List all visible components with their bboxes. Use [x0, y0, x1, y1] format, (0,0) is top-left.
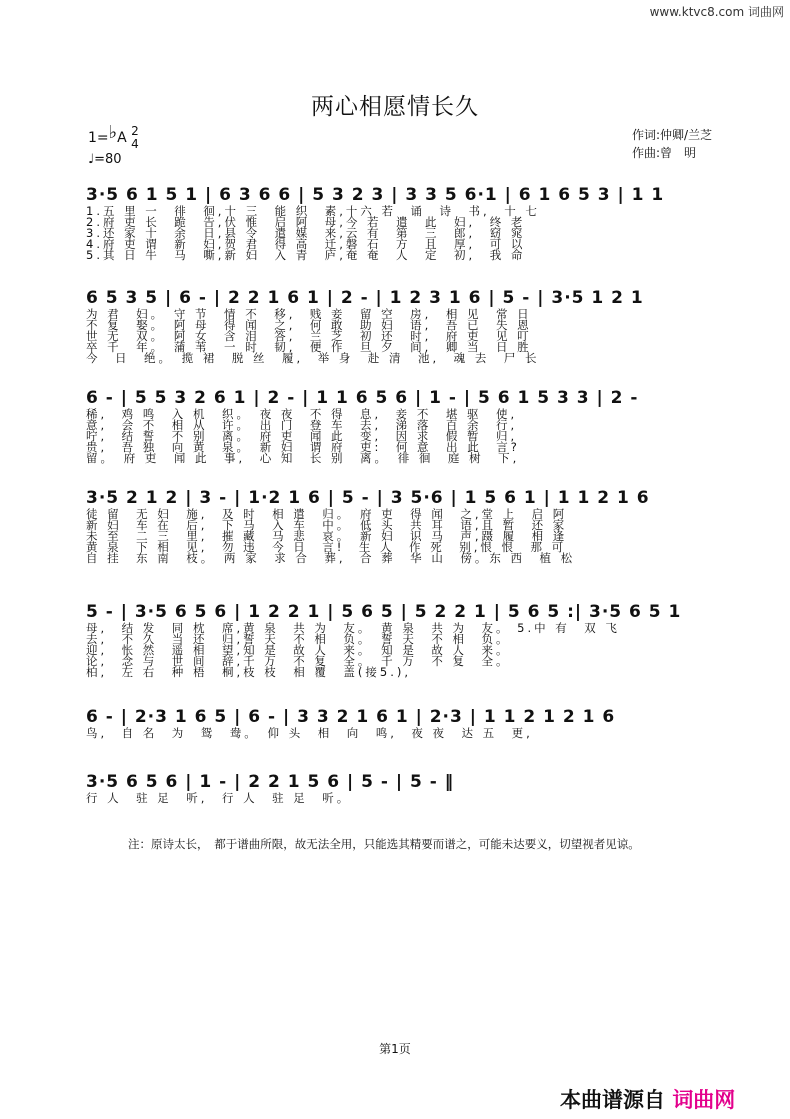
source-brand[interactable]: 词曲网: [672, 1088, 736, 1112]
lyric-verse-5: 留。 府 吏 闻 此 事, 心 知 长 别 离。 徘 徊 庭 树 下,: [86, 451, 520, 465]
composer: 作曲:曾 明: [632, 146, 697, 160]
lyric-verse-2: 不 复 娶。 阿 母 得 闻 之, 何 敢 助 妇 语, 吾 已 失 恩: [86, 318, 532, 332]
notation-line: 6 - | 5 5 3 2 6 1 | 2 - | 1 1 6 5 6 | 1 - | 5 6 1 5 3 3 | 2 -: [86, 388, 639, 408]
tempo-mark: ♩=80: [88, 152, 122, 167]
lyric-verse-2: 2.府 吏 长 跪 告,伏 惟 启 阿 母,今 若 遣 此 妇, 终 老: [86, 215, 526, 229]
score-row-2: [86, 278, 726, 364]
lyric-verse-5: 今 日 绝。 揽 裙 脱 丝 履, 举 身 赴 清 池, 魂 去 尸 长: [86, 351, 540, 365]
notation-line: 6 5 3 5 | 6 - | 2 2 1 6 1 | 2 - | 1 2 3 1 6 | 5 - | 3·5 1 2 1: [86, 288, 644, 308]
song-title: 两心相愿情长久: [311, 94, 479, 120]
meter-top: 2: [131, 124, 139, 138]
lyric-verse-3: 迎, 怅 然 遥 相 望,知 是 故 人 来。 知 是 故 人 来。: [86, 643, 511, 657]
score-row-1: [86, 175, 726, 261]
lyric-verse-4: 论, 念 与 世 间 辞,千 万 不 复 全。 千 万 不 复 全。: [86, 654, 511, 668]
source-credit: [560, 1084, 735, 1114]
lyric-verse-2: 去, 不 久 当 还 归,誓 天 不 相 负。 誓 天 不 相 负。: [86, 632, 511, 646]
notation-line: 6 - | 2·3 1 6 5 | 6 - | 3 3 2 1 6 1 | 2·3 | 1 1 2 1 2 1 6: [86, 707, 616, 727]
lyric-verse-3: 未 至 二 三 里, 摧 藏 马 悲 哀。 新 妇 识 马 声,蹑 履 相 逢: [86, 529, 568, 543]
key-note: A: [117, 130, 127, 146]
lyric-verse-5: 5.其 日 牛 马 嘶,新 妇 入 青 庐,奄 奄 人 定 初, 我 命: [86, 248, 526, 262]
lyric-verse-5: 柏, 左 右 种 梧 桐,枝 枝 相 覆 盖(接5.),: [86, 665, 412, 679]
footnote: 注：原诗太长， 都于谱曲所限，故无法全用，只能选其精要而谱之，可能未达要义，切望视者见谅。: [128, 837, 640, 851]
lyric-verse-5: 自 挂 东 南 枝。 两 家 求 合 葬, 合 葬 华 山 傍。东 西 植 松: [86, 551, 576, 565]
lyric-verse-1: 母, 结 发 同 枕 席,黄 泉 共 为 友。 黄 泉 共 为 友。 5.中 有 双 飞: [86, 621, 620, 635]
notation-line: 3·5 6 5 6 | 1 - | 2 2 1 5 6 | 5 - | 5 - ‖: [86, 772, 455, 792]
meter-bottom: 4: [131, 137, 139, 151]
lyric-verse-4: 黄 泉 下 相 见, 勿 违 今 日 言! 生 人 作 死 别,恨 恨 那 可: [86, 540, 567, 554]
score-row-5: [86, 592, 726, 678]
lyric-verse-1: 为 君 妇。 守 节 情 不 移, 贱 妾 留 空 房, 相 见 常 日: [86, 307, 532, 321]
score-row-4: [86, 478, 726, 564]
lyric-verse-5: 行 人 驻 足 听, 行 人 驻 足 听。: [86, 791, 352, 805]
lyric-verse-1: 徒 留 无 妇 施, 及 时 相 遣 归。 府 吏 得 闻 之,堂 上 启 阿: [86, 507, 568, 521]
lyric-verse-4: 贵, 吾 独 向 黄 泉。 新 妇 谓 府 吏: 何 意 出 此 言?: [86, 440, 520, 454]
lyricist: 作词:仲卿/兰芝: [632, 128, 713, 142]
site-url[interactable]: www.ktvc8.com 词曲网: [649, 5, 784, 19]
lyric-verse-3: 3.还 家 十 余 日,县 令 遣 媒 来,云 有 第 三 郎, 窈 窕: [86, 226, 526, 240]
notation-line: 3·5 6 1 5 1 | 6 3 6 6 | 5 3 2 3 | 3 3 5 6·1 | 6 1 6 5 3 | 1 1: [86, 185, 665, 205]
source-label: 本曲谱源自: [560, 1088, 665, 1112]
lyric-verse-5: 鸟, 自 名 为 鸳 鸯。 仰 头 相 向 鸣, 夜 夜 达 五 更,: [86, 726, 533, 740]
score-row-6: [86, 697, 726, 739]
lyric-verse-2: 新 妇 车 在 后, 下 马 入 车 中。 低 头 共 耳 语,且 暂 还 家: [86, 518, 568, 532]
notation-line: 5 - | 3·5 6 5 6 | 1 2 2 1 | 5 6 5 | 5 2 2 1 | 5 6 5 :| 3·5 6 5 1: [86, 602, 682, 622]
page-number: 第1页: [379, 1042, 411, 1056]
lyric-verse-1: 1.五 里 一 徘 徊,十 三 能 织 素,十六 若 诵 诗 书, 十 七: [86, 204, 540, 218]
score-row-7: [86, 762, 726, 804]
lyric-verse-1: 稀, 鸡 鸣 入 机 织。 夜 夜 不 得 息, 妾 不 堪 驱 使,: [86, 407, 518, 421]
key-label: 1=: [88, 130, 109, 146]
score-row-3: [86, 378, 726, 464]
key-signature: [88, 122, 139, 151]
time-signature: [131, 125, 139, 151]
credits: [632, 126, 712, 162]
lyric-verse-2: 意, 会 不 相 从 许。 出 门 登 车 去, 涕 落 百 余 行,: [86, 418, 518, 432]
flat-icon: ♭: [108, 122, 118, 143]
lyric-verse-4: 卒 千 年。 蒲 苇 一 时 韧, 便 作 旦 夕 间, 卿 当 日 胜: [86, 340, 532, 354]
lyric-verse-4: 4.府 吏 谓 新 妇,贺 君 得 高 迁,磐 石 方 且 厚, 可 以: [86, 237, 526, 251]
lyric-verse-3: 咛, 结 誓 不 别 离。 府 吏 闻 此 变, 因 求 假 暂 归,: [86, 429, 518, 443]
notation-line: 3·5 2 1 2 | 3 - | 1·2 1 6 | 5 - | 3 5·6 | 1 5 6 1 | 1 1 2 1 6: [86, 488, 650, 508]
lyric-verse-3: 世 无 双。 阿 女 含 泪 答, 兰 芝 初 还 时, 府 吏 见 叮: [86, 329, 532, 343]
